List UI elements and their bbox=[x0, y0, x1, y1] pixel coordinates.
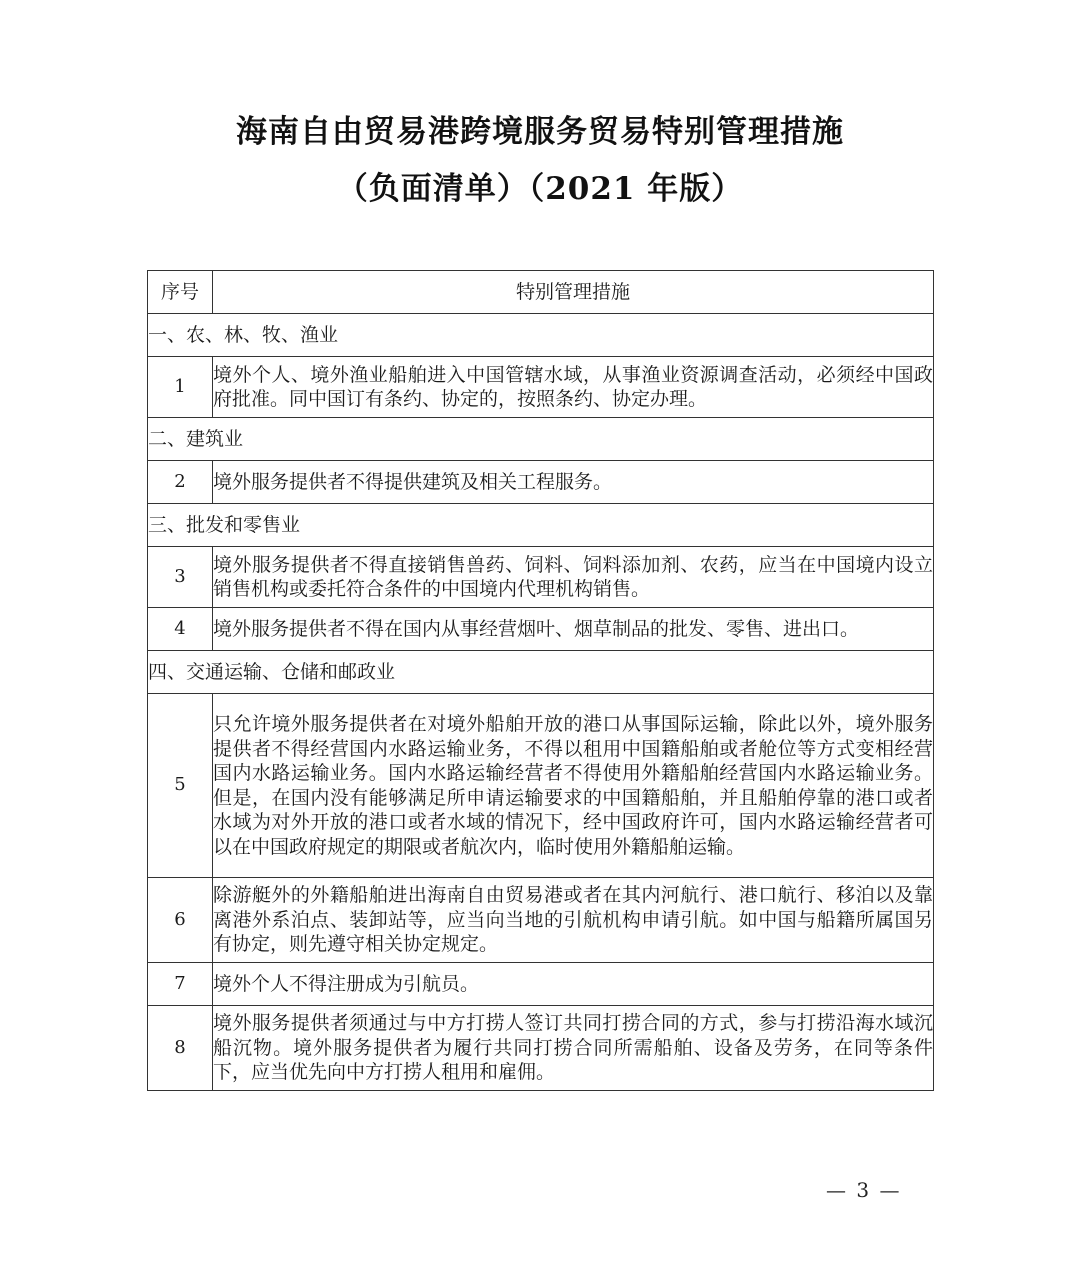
item-number: 2 bbox=[148, 461, 213, 504]
document-title: 海南自由贸易港跨境服务贸易特别管理措施 bbox=[236, 114, 844, 150]
header-measure: 特别管理措施 bbox=[213, 271, 934, 314]
table-row bbox=[148, 357, 934, 418]
item-text: 境外服务提供者不得直接销售兽药、饲料、饲料添加剂、农药，应当在中国境内设立销售机构或委托符合条件的中国境内代理机构销售。 bbox=[213, 547, 934, 608]
item-number: 5 bbox=[148, 694, 213, 878]
table-row bbox=[148, 878, 934, 963]
header-number: 序号 bbox=[148, 271, 213, 314]
item-number: 1 bbox=[148, 357, 213, 418]
item-text: 只允许境外服务提供者在对境外船舶开放的港口从事国际运输，除此以外，境外服务提供者不得经营国内水路运输业务，不得以租用中国籍船舶或者舱位等方式变相经营国内水路运输业务。国内水路运输经营者不得使用外籍船舶经营国内水路运输业务。但是，在国内没有能够满足所申请运输要求的中国籍船舶，并且船舶停靠的港口或者水域为对外开放的港口或者水域的情况下，经中国政府许可，国内水路运输经营者可以在中国政府规定的期限或者航次内，临时使用外籍船舶运输。 bbox=[213, 694, 934, 878]
table-row bbox=[148, 461, 934, 504]
section-row bbox=[148, 651, 934, 694]
section-row bbox=[148, 504, 934, 547]
measures-table bbox=[147, 270, 934, 1091]
item-text: 境外服务提供者须通过与中方打捞人签订共同打捞合同的方式，参与打捞沿海水域沉船沉物。境外服务提供者为履行共同打捞合同所需船舶、设备及劳务，在同等条件下，应当优先向中方打捞人租用和雇佣。 bbox=[213, 1006, 934, 1091]
page-number: — 3 — bbox=[826, 1178, 902, 1202]
item-text: 境外服务提供者不得在国内从事经营烟叶、烟草制品的批发、零售、进出口。 bbox=[213, 608, 934, 651]
table-row bbox=[148, 694, 934, 878]
document-subtitle: （负面清单）（2021 年版） bbox=[336, 171, 744, 207]
table-row bbox=[148, 608, 934, 651]
table-row bbox=[148, 547, 934, 608]
item-text: 除游艇外的外籍船舶进出海南自由贸易港或者在其内河航行、港口航行、移泊以及靠离港外系泊点、装卸站等，应当向当地的引航机构申请引航。如中国与船籍所属国另有协定，则先遵守相关协定规定。 bbox=[213, 878, 934, 963]
section-row bbox=[148, 418, 934, 461]
item-number: 4 bbox=[148, 608, 213, 651]
table-row bbox=[148, 1006, 934, 1091]
section-heading: 二、建筑业 bbox=[148, 418, 934, 461]
table-header-row bbox=[148, 271, 934, 314]
item-number: 7 bbox=[148, 963, 213, 1006]
item-number: 6 bbox=[148, 878, 213, 963]
table-row bbox=[148, 963, 934, 1006]
item-number: 3 bbox=[148, 547, 213, 608]
item-text: 境外服务提供者不得提供建筑及相关工程服务。 bbox=[213, 461, 934, 504]
item-text: 境外个人、境外渔业船舶进入中国管辖水域，从事渔业资源调查活动，必须经中国政府批准。同中国订有条约、协定的，按照条约、协定办理。 bbox=[213, 357, 934, 418]
section-heading: 四、交通运输、仓储和邮政业 bbox=[148, 651, 934, 694]
section-heading: 一、农、林、牧、渔业 bbox=[148, 314, 934, 357]
item-number: 8 bbox=[148, 1006, 213, 1091]
item-text: 境外个人不得注册成为引航员。 bbox=[213, 963, 934, 1006]
section-heading: 三、批发和零售业 bbox=[148, 504, 934, 547]
section-row bbox=[148, 314, 934, 357]
